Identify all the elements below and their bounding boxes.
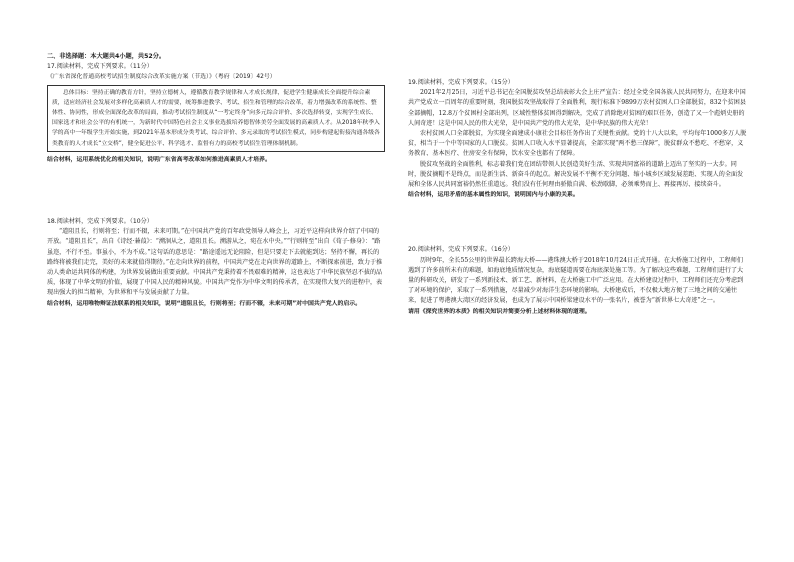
q17-task: 结合材料，运用系统优化的相关知识，说明广东省高考改革如何推进高素质人才培养。 <box>47 156 271 163</box>
q19-paragraph-3: 脱贫攻坚战的全面胜利，标志着我们党在团结带领人民创造美好生活、实现共同富裕的道路上迈出了坚实的一大步。同时，脱贫摘帽不是终点，而是新生活、新奋斗的起点。解决发展不平衡不充分问题、缩小城乡区域发展差距、实现人的全面发展和全体人民共同富裕仍然任重道远。我们没有任何理由骄傲自满、松劲歇脚，必须乘势而上、再接再厉、接续奋斗。 <box>408 160 744 189</box>
left-column <box>47 52 385 309</box>
section-title: 二、非选择题：本大题共4小题，共52分。 <box>47 53 166 60</box>
q19-heading: 19.阅读材料，完成下列要求。（15分） <box>408 79 514 86</box>
q20-material: 历时9年，全长55公里的世界最长跨海大桥——港珠澳大桥于2018年10月24日正式开通。在大桥施工过程中，工程师们遇到了许多前所未有的难题，如海底地质情况复杂，海底隧道需要在海底深处施工等。为了解决这些难题，工程师们进行了大量的科研攻关，研发了一系列新技术、新工艺、新材料，在大桥施工中广泛应用。在大桥建设过程中，工程师们还充分考虑到了对环境的保护，采取了一系列措施，尽量减少对海洋生态环境的影响。大桥建成后，不仅极大地方便了三地之间的交通往来，促进了粤港澳大湾区的经济发展，也成为了展示中国桥梁建设水平的一张名片，被誉为“新世界七大奇迹”之一。 <box>408 256 744 305</box>
q20-heading: 20.阅读材料，完成下列要求。（16分） <box>408 246 514 254</box>
q19-paragraph-2: 农村贫困人口全部脱贫，为实现全面建成小康社会目标任务作出了关键性贡献。党的十八大以来，平均每年1000多万人脱贫，相当于一个中等国家的人口脱贫。贫困人口收入水平显著提高，全部实现“两不愁三保障”，脱贫群众不愁吃、不愁穿，义务教育、基本医疗、住房安全有保障，饮水安全也都有了保障。 <box>408 130 747 158</box>
q17-source: 《广东省深化普通高校考试招生制度综合改革实施方案（节选）》（粤府〔2019〕42号） <box>47 74 276 81</box>
q18-heading: 18.阅读材料，完成下列要求。（10分） <box>47 218 153 226</box>
q17-heading: 17.阅读材料，完成下列要求。（11分） <box>47 63 153 71</box>
q17-material-box: 总体目标：坚持正确的教育方针，坚持立德树人，遵循教育教学规律和人才成长规律，促进学生健康成长全面提升综合素质，适应经济社会发展对多样化高素质人才的需要，统筹推进教学、考试、招生和管理的综合改革，着力增强改革的系统性、整体性、协同性，形成全面深化改革的局面，推动考试招生制度从“一考定终身”向多元综合评价、多次选择转变，实现学生成长、国家选才和社会公平的有机统一，为新时代中国特色社会主义事业选拔培养德智体美劳全面发展的高素质人才。从2018年秋季入学的高中一年级学生开始实施，到2021年基本形成分类考试、综合评价、多元录取的考试招生模式，同步构建起衔接沟通各级各类教育的人才成长“立交桥”，健全促进公平、科学选才、监督有力的高校考试招生管理体制机制。 <box>47 85 385 152</box>
q20-task: 请用《探究世界的本质》的相关知识并简要分析上述材料体现的道理。 <box>408 308 591 315</box>
q19-paragraph-1: 2021年2月25日，习近平总书记在全国脱贫攻坚总结表彰大会上庄严宣告：经过全党全国各族人民共同努力，在迎来中国共产党成立一百周年的重要时刻，我国脱贫攻坚战取得了全面胜利，现行标准下9899万农村贫困人口全部脱贫，832个贫困县全部摘帽，12.8万个贫困村全部出列，区域性整体贫困得到解决，完成了消除绝对贫困的艰巨任务，创造了又一个彪炳史册的人间奇迹！这是中国人民的伟大光荣，是中国共产党的伟大光荣，是中华民族的伟大光荣！ <box>408 89 746 127</box>
q17-answer-space <box>47 165 385 217</box>
right-column <box>408 52 748 317</box>
q18-material: “道阻且长，行则将至；行而不辍，未来可期。”在中国共产党的百年政党领导人峰会上，习近平这样向世界介绍了中国的开放。“道阻且长”，出自《诗经·蒹葭》：“溯洄从之，道阻且长。溯游从之，宛在水中央。”“行则将至”出自《荀子·修身》：“路虽迩，不行不至。事虽小，不为不成。”这句话的意思是：“路途遥远无论阻险，但是只要走下去就能到达；坚持不懈，再长的路终将被我们走完，美好的未来就值得期待。”在走向世界的前程，中国共产党在走向世界的道路上，不断探索前进，致力于推动人类命运共同体的构建，为世界发展做出重要贡献。中国共产党秉持着不畏艰难的精神，这也表达了中华民族坚忍不拔的品质，体现了中华文明的价值，展现了中国人民的精神风貌。中国共产党作为中华文明的传承者，在实现伟大复兴的进程中，表现出强大的担当精神，为世界和平与发展贡献了力量。 <box>47 228 383 297</box>
q18-task: 结合材料，运用唯物辩证法联系的相关知识，说明“道阻且长，行则将至；行而不辍，未来可期”对中国共产党人的启示。 <box>47 300 362 307</box>
q19-answer-space <box>408 200 748 245</box>
q19-task: 结合材料，运用矛盾的基本属性的知识，说明国内与小康的关系。 <box>408 192 579 199</box>
